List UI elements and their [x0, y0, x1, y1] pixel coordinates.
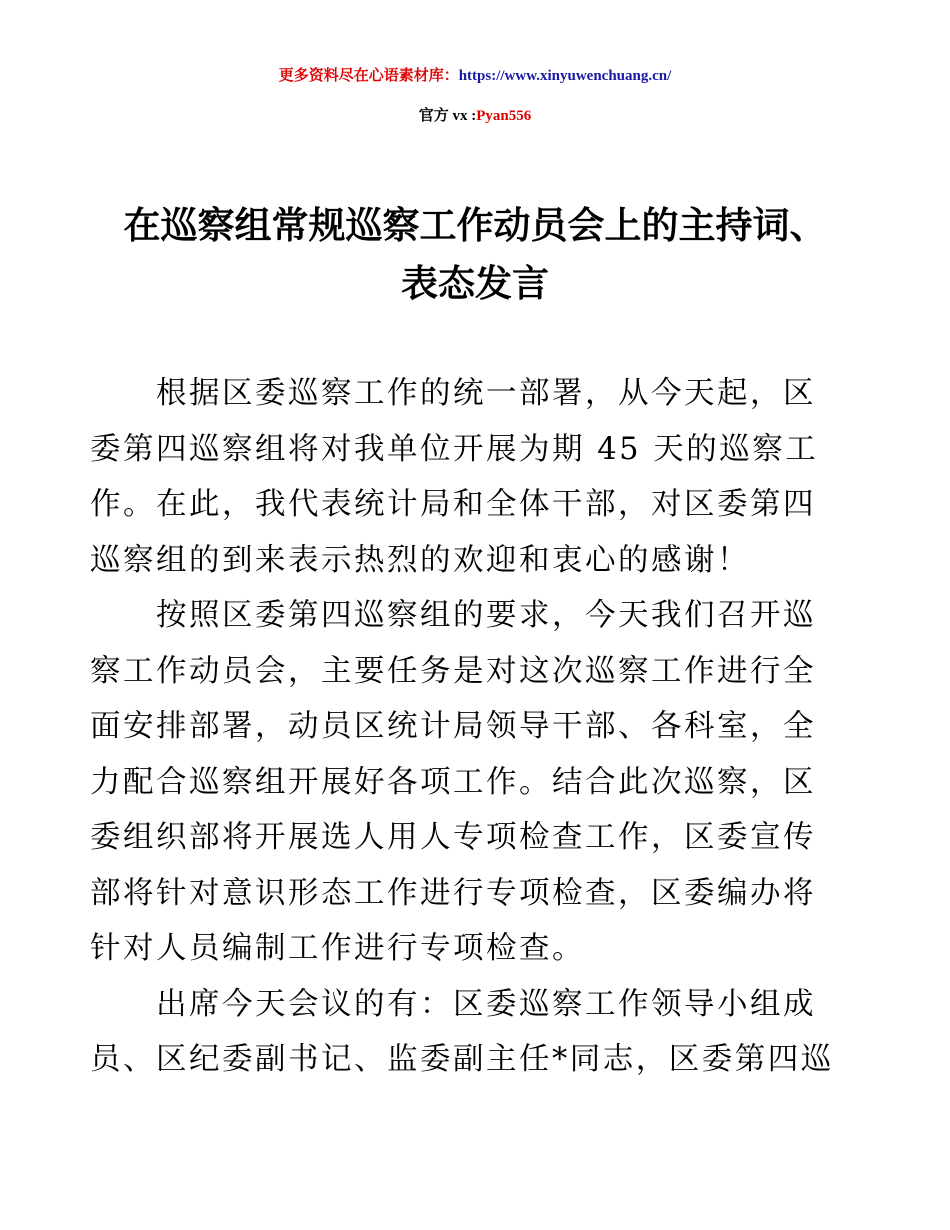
- document-body: [90, 366, 870, 1088]
- contact-label: 官方 vx :: [418, 108, 477, 124]
- body-line: 力配合巡察组开展好各项工作。结合此次巡察，区: [90, 764, 816, 800]
- promo-header: [0, 66, 950, 86]
- body-line: 按照区委第四巡察组的要求，今天我们召开巡: [156, 598, 816, 633]
- document-title: [60, 196, 890, 312]
- promo-label: 更多资料尽在心语素材库：: [278, 68, 459, 84]
- body-line: 巡察组的到来表示热烈的欢迎和衷心的感谢！: [90, 542, 750, 578]
- title-line-2: 表态发言: [401, 261, 549, 305]
- body-line: 察工作动员会，主要任务是对这次巡察工作进行全: [90, 653, 816, 689]
- contact-id: Pyan556: [476, 108, 532, 124]
- body-line: 针对人员编制工作进行专项检查。: [90, 931, 585, 966]
- body-line: 面安排部署，动员区统计局领导干部、各科室，全: [90, 709, 816, 744]
- promo-url-link[interactable]: https://www.xinyuwenchuang.cn/: [458, 68, 672, 84]
- body-line: 出席今天会议的有：区委巡察工作领导小组成: [156, 986, 816, 1022]
- title-line-1: 在巡察组常规巡察工作动员会上的主持词、: [123, 203, 827, 247]
- body-line: 作。在此，我代表统计局和全体干部，对区委第四: [90, 487, 816, 522]
- body-line: 委组织部将开展选人用人专项检查工作，区委宣传: [90, 820, 816, 855]
- body-line: 根据区委巡察工作的统一部署，从今天起，区: [156, 376, 816, 411]
- body-line: 委第四巡察组将对我单位开展为期 45 天的巡察工: [90, 431, 819, 467]
- body-line: 部将针对意识形态工作进行专项检查，区委编办将: [90, 875, 816, 911]
- contact-header: [0, 106, 950, 126]
- body-line: 员、区纪委副书记、监委副主任*同志，区委第四巡: [90, 1042, 834, 1077]
